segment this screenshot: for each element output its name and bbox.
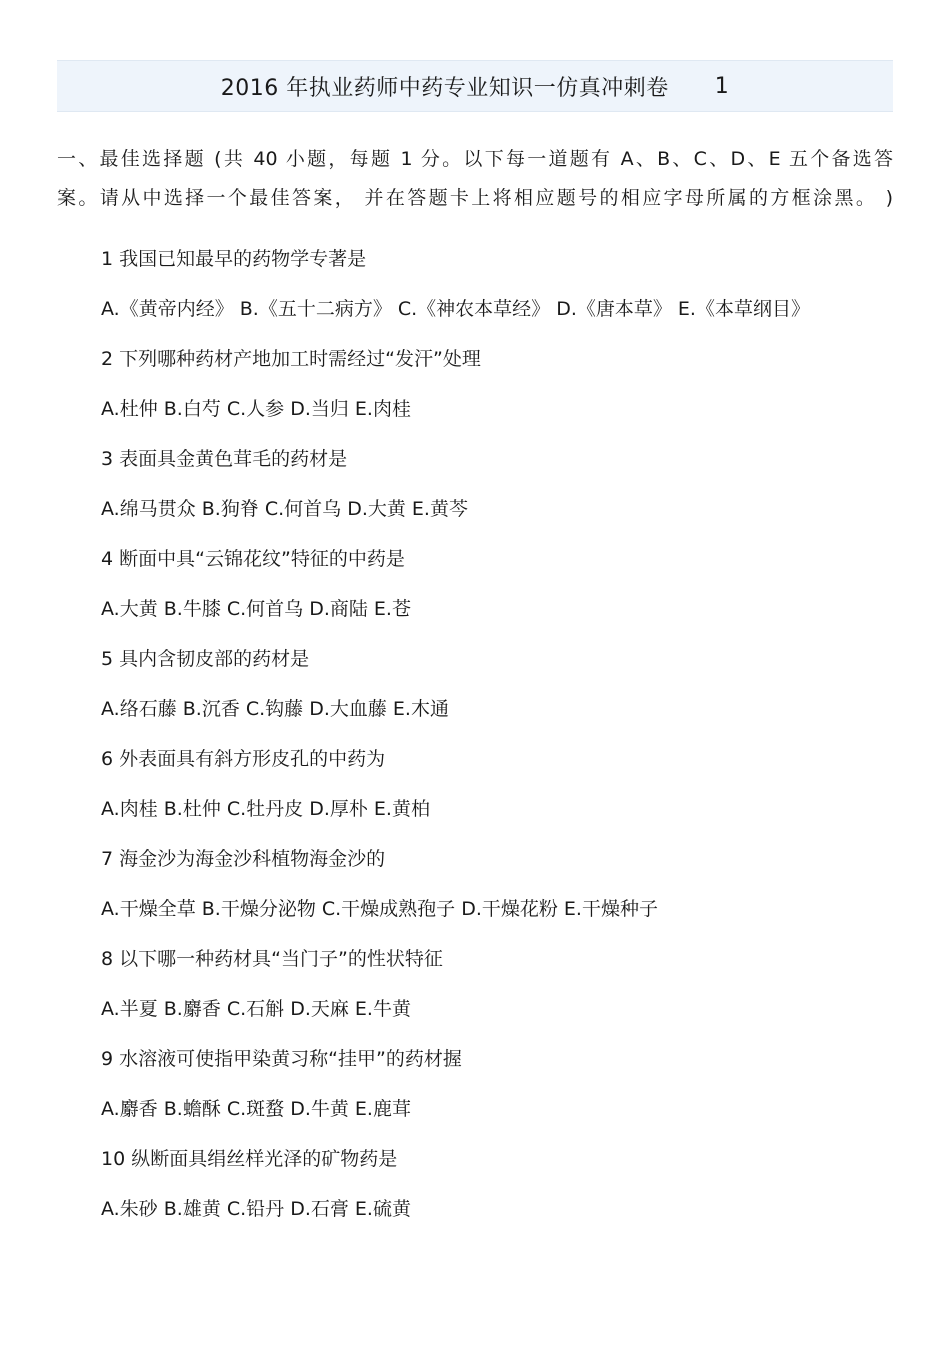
question-stem: 7 海金沙为海金沙科植物海金沙的 <box>101 848 386 870</box>
question-options: A.肉桂 B.杜仲 C.牡丹皮 D.厚朴 E.黄柏 <box>101 798 430 820</box>
question-stem: 3 表面具金黄色茸毛的药材是 <box>101 448 348 470</box>
question-options: A.半夏 B.麝香 C.石斛 D.天麻 E.牛黄 <box>101 998 411 1020</box>
question-10 <box>101 1140 891 1240</box>
question-options: A.绵马贯众 B.狗脊 C.何首乌 D.大黄 E.黄芩 <box>101 498 468 520</box>
question-2 <box>101 340 891 440</box>
question-stem: 6 外表面具有斜方形皮孔的中药为 <box>101 748 386 770</box>
question-list <box>101 240 891 1240</box>
question-5 <box>101 640 891 740</box>
question-stem: 4 断面中具“云锦花纹”特征的中药是 <box>101 548 405 570</box>
question-7 <box>101 840 891 940</box>
question-options: A.干燥全草 B.干燥分泌物 C.干燥成熟孢子 D.干燥花粉 E.干燥种子 <box>101 898 658 920</box>
question-stem: 5 具内含韧皮部的药材是 <box>101 648 310 670</box>
instructions-line-1: 一、最佳选择题 (共 40 小题，每题 1 分。以下每一道题有 A、B、C、D、E 五个备选答 <box>57 148 893 170</box>
question-options: A.大黄 B.牛膝 C.何首乌 D.商陆 E.苍 <box>101 598 411 620</box>
question-options: A.麝香 B.蟾酥 C.斑蝥 D.牛黄 E.鹿茸 <box>101 1098 411 1120</box>
document-title-number: 1 <box>714 73 730 99</box>
question-options: A.朱砂 B.雄黄 C.铅丹 D.石膏 E.硫黄 <box>101 1198 411 1220</box>
question-6 <box>101 740 891 840</box>
question-4 <box>101 540 891 640</box>
question-stem: 1 我国已知最早的药物学专著是 <box>101 248 367 270</box>
question-stem: 10 纵断面具绢丝样光泽的矿物药是 <box>101 1148 398 1170</box>
question-stem: 8 以下哪一种药材具“当门子”的性状特征 <box>101 948 443 970</box>
instructions-line-2: 案。请从中选择一个最佳答案， 并在答题卡上将相应题号的相应字母所属的方框涂黑。 ) <box>57 187 893 209</box>
question-stem: 2 下列哪种药材产地加工时需经过“发汗”处理 <box>101 348 481 370</box>
document-title: 2016 年执业药师中药专业知识一仿真冲刺卷 <box>220 75 669 101</box>
question-options: A.《黄帝内经》 B.《五十二病方》 C.《神农本草经》 D.《唐本草》 E.《本草纲目》 <box>101 298 810 320</box>
question-3 <box>101 440 891 540</box>
question-8 <box>101 940 891 1040</box>
question-options: A.络石藤 B.沉香 C.钩藤 D.大血藤 E.木通 <box>101 698 449 720</box>
question-1 <box>101 240 891 340</box>
question-9 <box>101 1040 891 1140</box>
question-options: A.杜仲 B.白芍 C.人参 D.当归 E.肉桂 <box>101 398 411 420</box>
section-instructions <box>57 140 893 218</box>
question-stem: 9 水溶液可使指甲染黄习称“挂甲”的药材握 <box>101 1048 462 1070</box>
document-title-bar <box>57 60 893 112</box>
